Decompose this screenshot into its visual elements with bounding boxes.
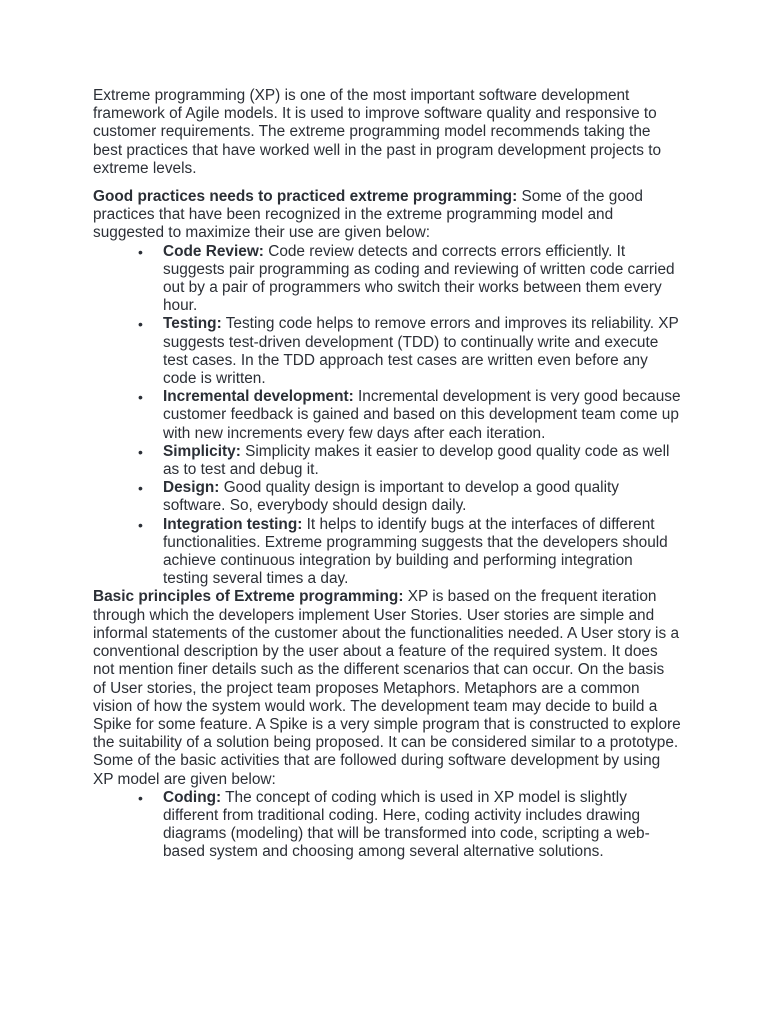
list-item-term: Coding:	[163, 788, 222, 806]
list-item-term: Incremental development:	[163, 388, 354, 406]
bullet-icon: •	[138, 243, 143, 260]
bullet-icon: •	[138, 316, 143, 333]
list-item-term: Design:	[163, 479, 220, 497]
list-item-simplicity	[93, 443, 681, 479]
list-item-code-review	[93, 243, 681, 316]
basic-principles-text: XP is based on the frequent iteration through which the developers implement User Stories. User stories are simple and informal statements of the customer about the functionalities needed. A User story is a conventional description by the user about a feature of the required system. It does not mention finer details such as the different scenarios that can occur. On the basis of User stories, the project team proposes Metaphors. Metaphors are a common vision of how the system would work. The development team may decide to build a Spike for some feature. A Spike is a very simple program that is constructed to explore the suitability of a solution being proposed. It can be considered similar to a prototype. Some of the basic activities that are followed during software development by using XP model are given below:	[93, 588, 681, 788]
bullet-icon: •	[138, 789, 143, 806]
list-item-coding	[93, 789, 681, 862]
list-item-text: Good quality design is important to develop a good quality software. So, everybody should design daily.	[163, 479, 619, 515]
document-page	[93, 87, 681, 862]
bullet-icon: •	[138, 480, 143, 497]
list-item-text: Code review detects and corrects errors efficiently. It suggests pair programming as coding and reviewing of written code carried out by a pair of programmers who switch their works between them every hour.	[163, 242, 675, 315]
list-item-text: Simplicity makes it easier to develop good quality code as well as to test and debug it.	[163, 442, 670, 479]
list-item-text: Testing code helps to remove errors and improves its reliability. XP suggests test-driven development (TDD) to continually write and execute test cases. In the TDD approach test cases are written even before any code is written.	[163, 315, 679, 388]
good-practices-text: Some of the good practices that have been recognized in the extreme programming model and suggested to maximize their use are given below:	[93, 188, 643, 242]
basic-principles-paragraph	[93, 588, 681, 788]
intro-paragraph: Extreme programming (XP) is one of the most important software development framework of Agile models. It is used to improve software quality and responsive to customer requirements. The extreme programming model recommends taking the best practices that have worked well in the past in program development projects to extreme levels.	[93, 87, 662, 177]
basic-principles-heading: Basic principles of Extreme programming:	[93, 588, 404, 606]
good-practices-list	[93, 243, 681, 589]
list-item-term: Code Review:	[163, 242, 264, 260]
list-item-integration-testing	[93, 516, 681, 589]
list-item-term: Simplicity:	[163, 442, 241, 460]
list-item-text: It helps to identify bugs at the interfaces of different functionalities. Extreme programming suggests that the developers should achieve continuous integration by building and performing integration testing several times a day.	[163, 515, 668, 588]
list-item-text: Incremental development is very good because customer feedback is gained and based on this development team come up with new increments every few days after each iteration.	[163, 388, 681, 442]
list-item-term: Testing:	[163, 315, 222, 333]
bullet-icon: •	[138, 389, 143, 406]
bullet-icon: •	[138, 443, 143, 460]
list-item-incremental-development	[93, 388, 681, 443]
bullet-icon: •	[138, 516, 143, 533]
list-item-design	[93, 479, 681, 515]
list-item-testing	[93, 315, 681, 388]
basic-activities-list	[93, 789, 681, 862]
list-item-text: The concept of coding which is used in XP model is slightly different from traditional coding. Here, coding activity includes drawing diagrams (modeling) that will be transformed into code, scripting a web-based system and choosing among several alternative solutions.	[163, 788, 650, 861]
good-practices-heading: Good practices needs to practiced extreme programming:	[93, 188, 518, 206]
good-practices-paragraph	[93, 188, 681, 243]
list-item-term: Integration testing:	[163, 515, 303, 533]
